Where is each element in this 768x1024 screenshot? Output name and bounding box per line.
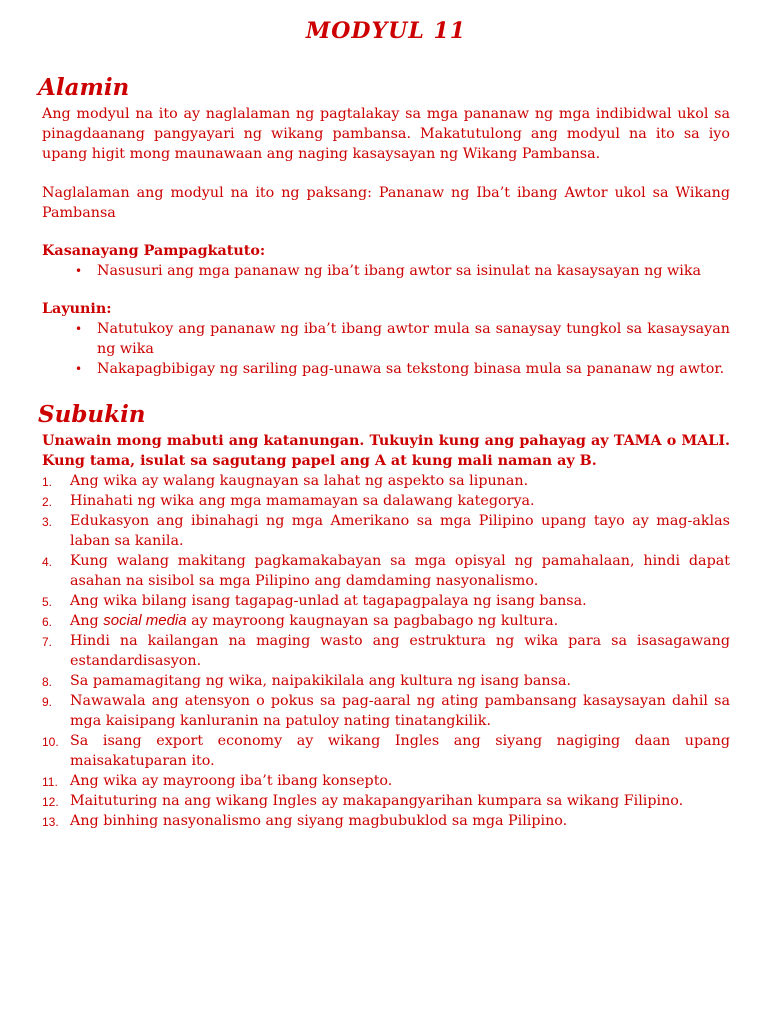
question-item	[42, 691, 730, 731]
question-text: Nawawala ang atensyon o pokus sa pag-aaral ng ating pambansang kasaysayan dahil sa mga kaisipang kanluranin na patuloy nating tinatangkilik.	[70, 692, 730, 729]
question-text-after: ay mayroong kaugnayan sa pagbabago ng kultura.	[186, 612, 559, 629]
question-item	[42, 771, 730, 791]
question-text: Edukasyon ang ibinahagi ng mga Amerikano sa mga Pilipino upang tayo ay mag-aklas laban sa kanila.	[70, 512, 730, 549]
question-item	[42, 471, 730, 491]
question-number: 6.	[42, 614, 53, 629]
question-number: 7.	[42, 634, 53, 649]
question-item	[42, 491, 730, 511]
question-item	[42, 551, 730, 591]
question-item	[42, 791, 730, 811]
alamin-paragraph-2: Naglalaman ang modyul na ito ng paksang: Pananaw ng Iba’t ibang Awtor ukol sa Wikang Pambansa	[42, 184, 730, 221]
question-text: Hindi na kailangan na maging wasto ang estruktura ng wika para sa isasagawang estandardisasyon.	[70, 632, 730, 669]
question-text: Ang wika ay mayroong iba’t ibang konsepto.	[70, 772, 393, 789]
question-text: Sa isang export economy ay wikang Ingles ang siyang nagiging daan upang maisakatuparan ito.	[70, 732, 730, 769]
module-title: MODYUL 11	[305, 18, 467, 44]
question-number: 8.	[42, 674, 53, 689]
question-text-emphasis: social media	[103, 611, 187, 629]
layunin-list	[42, 319, 730, 379]
question-text: Maituturing na ang wikang Ingles ay makapangyarihan kumpara sa wikang Filipino.	[70, 792, 684, 809]
question-item	[42, 671, 730, 691]
question-number: 3.	[42, 514, 53, 529]
question-number: 10.	[42, 734, 59, 749]
subukin-instruction: Unawain mong mabuti ang katanungan. Tukuyin kung ang pahayag ay TAMA o MALI. Kung tama, isulat sa sagutang papel ang A at kung mali naman ay B.	[42, 432, 730, 469]
question-text: Ang wika ay walang kaugnayan sa lahat ng aspekto sa lipunan.	[70, 472, 529, 489]
kasanayan-item: • Nasusuri ang mga pananaw ng iba’t ibang awtor sa isinulat na kasaysayan ng wika	[42, 261, 730, 281]
question-text-before: Ang	[70, 612, 104, 629]
question-item	[42, 811, 730, 831]
question-number: 1.	[42, 474, 53, 489]
question-text: Kung walang makitang pagkamakabayan sa mga opisyal ng pamahalaan, hindi dapat asahan na sisibol sa mga Pilipino ang damdaming nasyonalismo.	[70, 552, 730, 589]
layunin-item: • Natutukoy ang pananaw ng iba’t ibang awtor mula sa sanaysay tungkol sa kasaysayan ng wika	[42, 319, 730, 359]
kasanayan-list	[42, 261, 730, 281]
question-list	[42, 471, 730, 831]
layunin-item: • Nakapagbibigay ng sariling pag-unawa sa tekstong binasa mula sa pananaw ng awtor.	[42, 359, 730, 379]
question-number: 5.	[42, 594, 53, 609]
kasanayan-heading: Kasanayang Pampagkatuto:	[42, 242, 266, 259]
question-item	[42, 511, 730, 551]
question-item	[42, 591, 730, 611]
alamin-paragraph-1: Ang modyul na ito ay naglalaman ng pagtalakay sa mga pananaw ng mga indibidwal ukol sa pinagdaanang pangyayari ng wikang pambansa. Makatutulong ang modyul na ito sa iyo upang higit mong maunawaan ang naging kasaysayan ng Wikang Pambansa.	[42, 105, 730, 162]
question-text: Sa pamamagitang ng wika, naipakikilala ang kultura ng isang bansa.	[70, 672, 572, 689]
question-text: Ang wika bilang isang tagapag-unlad at tagapagpalaya ng isang bansa.	[70, 592, 587, 609]
question-number: 11.	[42, 774, 58, 789]
subukin-heading: Subukin	[38, 400, 146, 428]
question-number: 9.	[42, 694, 53, 709]
question-item	[42, 731, 730, 771]
question-item	[42, 611, 730, 631]
question-item	[42, 631, 730, 671]
question-text: Ang binhing nasyonalismo ang siyang magbubuklod sa mga Pilipino.	[70, 812, 568, 829]
alamin-heading: Alamin	[38, 74, 130, 102]
question-text: Hinahati ng wika ang mga mamamayan sa dalawang kategorya.	[70, 492, 535, 509]
layunin-heading: Layunin:	[42, 300, 112, 317]
question-number: 4.	[42, 554, 53, 569]
question-number: 2.	[42, 494, 53, 509]
question-number: 13.	[42, 814, 59, 829]
question-number: 12.	[42, 794, 59, 809]
